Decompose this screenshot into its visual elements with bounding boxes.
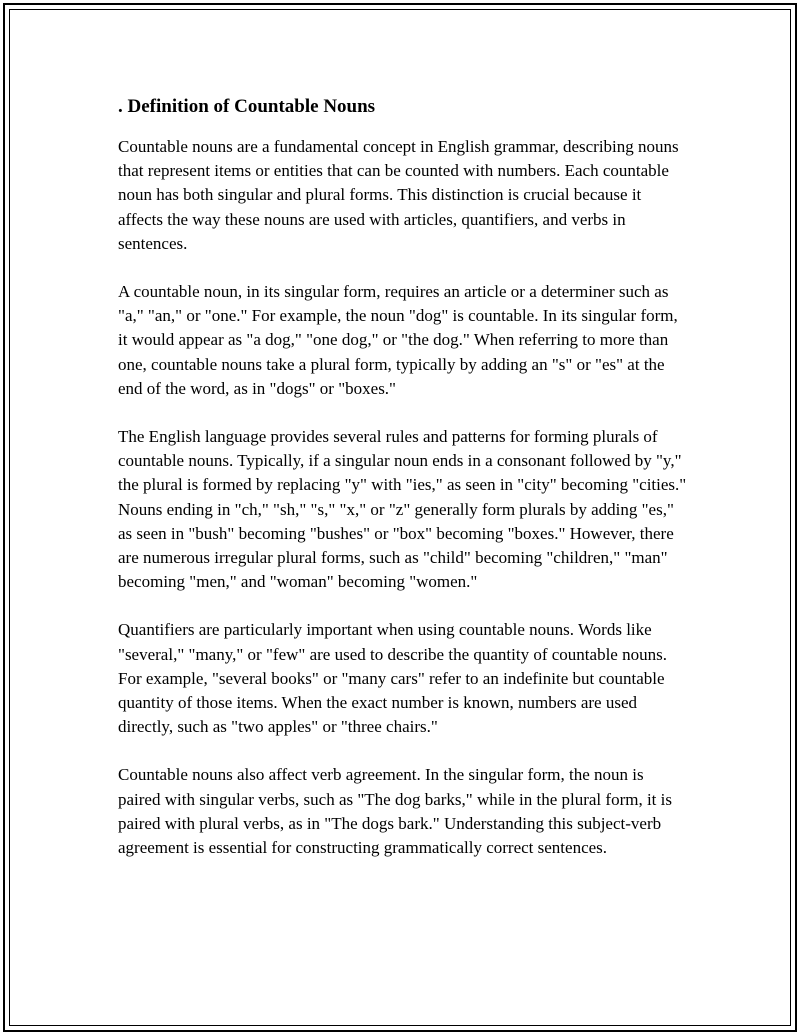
- section-heading: . Definition of Countable Nouns: [118, 96, 376, 117]
- paragraph-verb-agreement: Countable nouns also affect verb agreement. In the singular form, the noun is paired with singular verbs, such as "The dog barks," while in the plural form, it is paired with plural verbs, as in "The dogs bark." Understanding this subject-verb agreement is essential for constructing grammatically correct sentences.: [118, 765, 672, 858]
- paragraph-plural-rules: The English language provides several rules and patterns for forming plurals of countable nouns. Typically, if a singular noun ends in a consonant followed by "y," the plural is formed by replacing "y" with "ies," as seen in "city" becoming "cities." Nouns ending in "ch," "sh," "s," "x," or "z" generally form plurals by adding "es," as seen in "bush" becoming "bushes" or "box" becoming "boxes." However, there are numerous irregular plural forms, such as "child" becoming "children," "man" becoming "men," and "woman" becoming "women.": [118, 427, 687, 592]
- paragraph-definition: Countable nouns are a fundamental concept in English grammar, describing nouns that represent items or entities that can be counted with numbers. Each countable noun has both singular and plural forms. This distinction is crucial because it affects the way these nouns are used with articles, quantifiers, and verbs in sentences.: [118, 137, 679, 253]
- document-body: [118, 94, 690, 884]
- paragraph-quantifiers: Quantifiers are particularly important when using countable nouns. Words like "several," "many," or "few" are used to describe the quantity of countable nouns. For example, "several books" or "many cars" refer to an indefinite but countable quantity of those items. When the exact number is known, numbers are used directly, such as "two apples" or "three chairs.": [118, 620, 667, 737]
- paragraph-singular-plural: A countable noun, in its singular form, requires an article or a determiner such as "a," "an," or "one." For example, the noun "dog" is countable. In its singular form, it would appear as "a dog," "one dog," or "the dog." When referring to more than one, countable nouns take a plural form, typically by adding an "s" or "es" at the end of the word, as in "dogs" or "boxes.": [118, 282, 678, 398]
